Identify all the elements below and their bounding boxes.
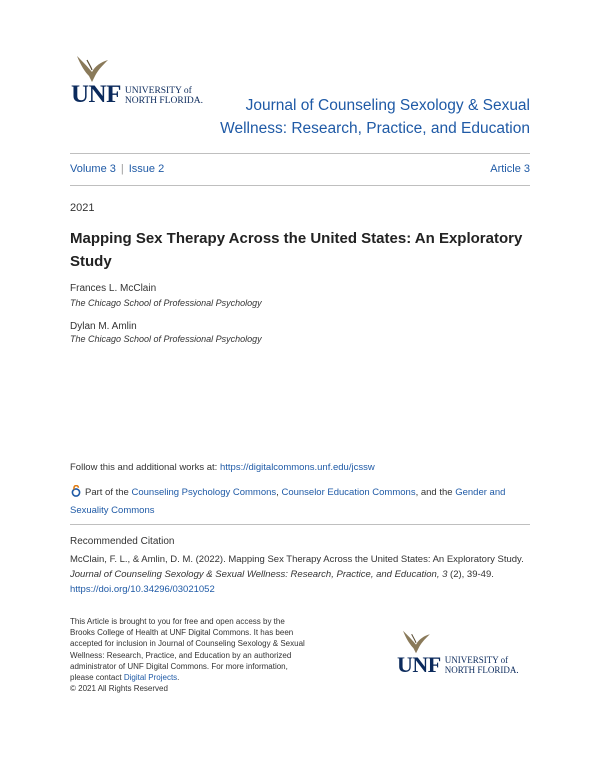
- author-affiliation: The Chicago School of Professional Psychology: [70, 298, 262, 308]
- commons-link-counseling-psychology[interactable]: Counseling Psychology Commons: [131, 487, 277, 498]
- university-wordmark: UNIVERSITY of NORTH FLORIDA.: [124, 86, 203, 106]
- publication-year: 2021: [70, 202, 95, 214]
- osprey-icon: [401, 629, 431, 655]
- citation-text: McClain, F. L., & Amlin, D. M. (2022). Mapping Sex Therapy Across the United States: An Exploratory Study. Journal of Counseling Sexology & Sexual Wellness: Research, Practice, and Education, 3 (2), 39-49. https://doi.org/10.34296/03021052: [70, 554, 524, 595]
- repository-link[interactable]: https://digitalcommons.unf.edu/jcssw: [219, 462, 375, 473]
- unf-wordmark: UNF: [71, 81, 121, 108]
- unf-logo-bottom: [397, 652, 519, 677]
- divider: [70, 185, 530, 186]
- author-name: Dylan M. Amlin: [70, 321, 137, 332]
- doi-link[interactable]: https://doi.org/10.34296/03021052: [70, 584, 215, 595]
- article-link[interactable]: Article 3: [490, 163, 530, 175]
- part-of-line: Part of the Counseling Psychology Commons, Counselor Education Commons, and the Gender and Sexuality Commons: [70, 487, 506, 516]
- author-name: Frances L. McClain: [70, 283, 157, 294]
- copyright: © 2021 All Rights Reserved: [70, 684, 168, 694]
- article-title: Mapping Sex Therapy Across the United States: An Exploratory Study: [70, 230, 523, 270]
- citation-heading: Recommended Citation: [70, 536, 175, 547]
- access-notice: This Article is brought to you for free and open access by the Brooks College of Health at UNF Digital Commons. It has been accepted for inclusion in Journal of Counseling Sexology & Sexual Wellness: Research, Practice, and Education by an authorized administrator of UNF Digital Commons. For more information, please contact Digital Projects. © 2021 All Rights Reserved: [70, 617, 305, 694]
- journal-title[interactable]: Journal of Counseling Sexology & Sexual Wellness: Research, Practice, and Education: [220, 97, 530, 137]
- author-affiliation: The Chicago School of Professional Psychology: [70, 334, 262, 344]
- commons-link-counselor-education[interactable]: Counselor Education Commons: [281, 487, 416, 498]
- university-wordmark: UNIVERSITY of NORTH FLORIDA.: [444, 655, 519, 675]
- volume-link[interactable]: Volume 3: [70, 163, 116, 175]
- unf-wordmark: UNF: [397, 652, 441, 677]
- divider: [70, 153, 530, 154]
- commons-link-gender-sexuality[interactable]: Gender and Sexuality Commons: [70, 487, 506, 516]
- follow-line: Follow this and additional works at: https://digitalcommons.unf.edu/jcssw: [70, 462, 375, 473]
- unf-logo-top: [71, 81, 203, 108]
- open-access-icon: [70, 485, 82, 497]
- osprey-icon: [75, 54, 109, 84]
- contact-link[interactable]: Digital Projects: [123, 673, 178, 683]
- divider: [70, 524, 530, 525]
- volume-issue: Volume 3 | Issue 2: [70, 163, 165, 175]
- issue-link[interactable]: Issue 2: [128, 163, 165, 175]
